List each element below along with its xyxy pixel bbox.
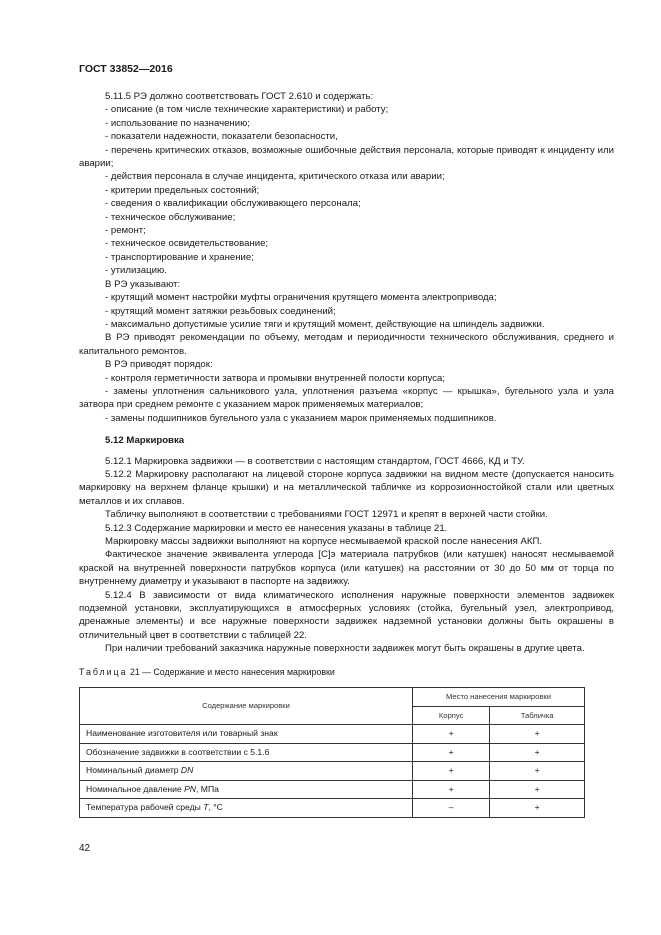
paragraph: Табличку выполняют в соответствии с требованиями ГОСТ 12971 и крепят в верхней части стойки. (105, 509, 548, 521)
table-caption-text: 21 — Содержание и место нанесения маркировки (127, 666, 335, 677)
cell-text-pre: Номинальный диаметр (86, 765, 181, 776)
paragraph: 5.12.2 Маркировку располагают на лицевой стороне корпуса задвижки на видном месте (допускается наносить маркировку на верхнем фланце крышки) и на металлической табличке из коррозионностойкой стали или цветных металлов и их сплавов. (79, 468, 614, 507)
paragraph: Маркировку массы задвижки выполняют на корпусе несмываемой краской после нанесения АКП. (105, 536, 543, 547)
cell-text-pre: Обозначение задвижки в соответствии с 5.1.6 (86, 746, 270, 757)
paragraph: - утилизацию. (105, 265, 167, 277)
table-caption-word: Таблица (79, 666, 128, 677)
paragraph: В РЭ приводят порядок: (105, 359, 213, 371)
paragraph: 5.12.3 Содержание маркировки и место ее нанесения указаны в таблице 21. (105, 522, 448, 534)
requirements-list (79, 90, 614, 425)
table-cell-content (80, 743, 413, 762)
table-row (80, 725, 585, 744)
table-cell-plate: + (490, 780, 585, 799)
table-header-place: Место нанесения маркировки (413, 688, 585, 707)
table-row (80, 762, 585, 781)
paragraph: - техническое освидетельствование; (105, 238, 269, 250)
paragraph: Фактическое значение эквивалента углерода [С]э материала патрубков (или катушек) наносят несмываемой краской на внутренней поверхности патрубков корпуса (или катушек) на расстоянии от 30 до 50 мм от торца по внутреннему диаметру и указывают в паспорте на задвижку. (79, 549, 614, 588)
table-cell-content (80, 780, 413, 799)
paragraph: - показатели надежности, показатели безопасности, (105, 131, 338, 143)
cell-text-post: , °С (208, 802, 223, 813)
table-cell-plate: + (490, 743, 585, 762)
table-cell-content (80, 762, 413, 781)
paragraph: - крутящий момент затяжки резьбовых соединений; (105, 305, 336, 317)
cell-text-post: , МПа (196, 783, 219, 794)
cell-text-ital: DN (180, 765, 194, 776)
cell-text-pre: Наименование изготовителя или товарный знак (86, 728, 278, 739)
cell-text-ital: PN (184, 783, 197, 794)
table-cell-plate: + (490, 799, 585, 818)
table-header-content: Содержание маркировки (80, 688, 413, 725)
table-cell-body: + (413, 743, 490, 762)
paragraph: - максимально допустимые усилие тяги и крутящий момент, действующие на шпиндель задвижки. (105, 318, 545, 330)
paragraph: - транспортирование и хранение; (105, 251, 254, 263)
table-header-plate: Табличка (490, 706, 585, 725)
paragraph: - ремонт; (105, 225, 146, 237)
paragraph: 5.11.5 РЭ должно соответствовать ГОСТ 2.610 и содержать: (105, 91, 374, 102)
paragraph: - описание (в том числе технические характеристики) и работу; (105, 104, 389, 116)
section-heading: 5.12 Маркировка (105, 435, 185, 447)
paragraph: - техническое обслуживание; (105, 211, 236, 223)
paragraph: - действия персонала в случае инцидента, критического отказа или аварии; (105, 171, 445, 183)
table-cell-content (80, 725, 413, 744)
table-cell-plate: + (490, 762, 585, 781)
marking-section (79, 455, 614, 656)
paragraph: В РЭ приводят рекомендации по объему, методам и периодичности технического обслуживания, среднего и капитального ремонтов. (79, 332, 614, 357)
table-cell-body: – (413, 799, 490, 818)
cell-text-pre: Номинальное давление (86, 783, 185, 794)
document-body (79, 90, 614, 818)
paragraph: - перечень критических отказов, возможные ошибочные действия персонала, которые приводят к инциденту или аварии; (79, 144, 614, 170)
paragraph: - крутящий момент настройки муфты ограничения крутящего момента электропривода; (105, 292, 497, 304)
table-caption (79, 666, 614, 679)
table-cell-body: + (413, 762, 490, 781)
paragraph: В РЭ указывают: (105, 278, 181, 290)
cell-text-ital: Т (203, 802, 209, 813)
paragraph: - сведения о квалификации обслуживающего персонала; (105, 198, 361, 210)
table-body (80, 725, 585, 818)
table-header-body: Корпус (413, 706, 490, 725)
table-cell-content (80, 799, 413, 818)
paragraph: - критерии предельных состояний; (105, 184, 260, 196)
table-cell-body: + (413, 780, 490, 799)
table-row (80, 780, 585, 799)
paragraph: - замены подшипников бугельного узла с указанием марок применяемых подшипников. (105, 412, 497, 424)
document-header: ГОСТ 33852—2016 (79, 63, 173, 75)
table-cell-plate: + (490, 725, 585, 744)
table-row (80, 799, 585, 818)
table-cell-body: + (413, 725, 490, 744)
paragraph: - контроля герметичности затвора и промывки внутренней полости корпуса; (105, 372, 446, 384)
page-number: 42 (79, 843, 91, 854)
paragraph: 5.12.4 В зависимости от вида климатического исполнения наружные поверхности элементов задвижек подземной установки, эксплуатирующихся в атмосферных условиях (стойка, бугельный узел, электропривод, дренажные элементы) и все наружные поверхности задвижек надземной установки должны быть окрашены в отличительный цвет в соответствии с таблицей 22. (79, 589, 614, 641)
paragraph: При наличии требований заказчика наружные поверхности задвижек могут быть окрашены в другие цвета. (105, 643, 585, 655)
paragraph: 5.12.1 Маркировка задвижки — в соответствии с настоящим стандартом, ГОСТ 4666, КД и ТУ. (105, 455, 525, 467)
paragraph: - использование по назначению; (105, 117, 250, 129)
paragraph: - замены уплотнения сальникового узла, уплотнения разъема «корпус — крышка», бугельного узла и узла затвора при среднем ремонте с указанием марок применяемых материалов; (79, 385, 614, 411)
marking-table (79, 687, 585, 818)
cell-text-pre: Температура рабочей среды (86, 802, 204, 813)
table-row (80, 743, 585, 762)
